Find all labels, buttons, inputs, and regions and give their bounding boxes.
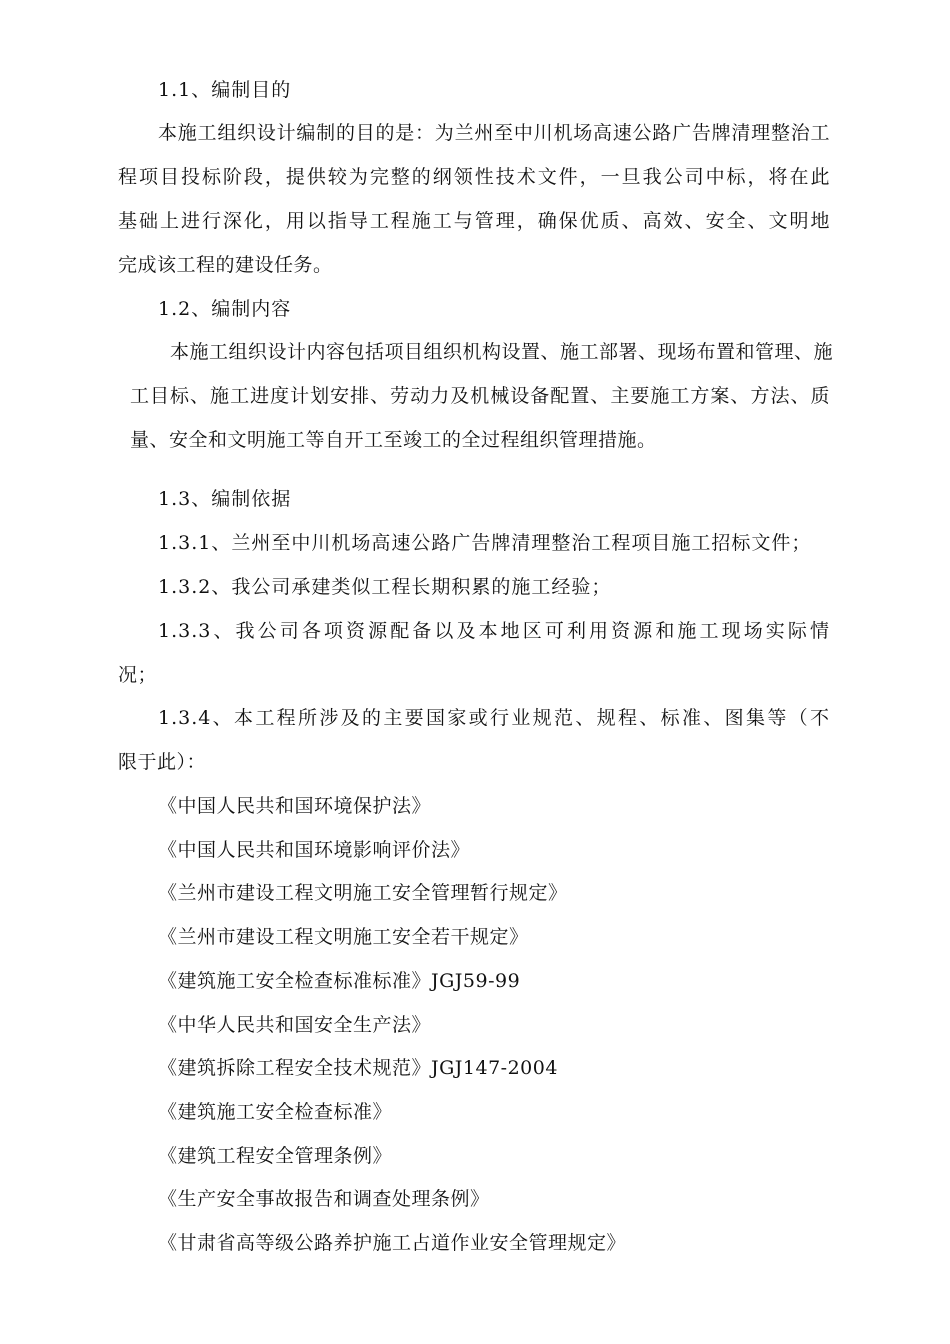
- section-heading-1-1: 1.1、编制目的: [158, 79, 292, 101]
- reference-item: 《兰州市建设工程文明施工安全管理暂行规定》: [158, 882, 568, 904]
- reference-item: 《中国人民共和国环境影响评价法》: [158, 839, 471, 861]
- section-heading-1-2: 1.2、编制内容: [158, 298, 292, 320]
- paragraph-line: 工目标、施工进度计划安排、劳动力及机械设备配置、主要施工方案、方法、质: [130, 385, 830, 407]
- paragraph-line: 基础上进行深化，用以指导工程施工与管理，确保优质、高效、安全、文明地: [118, 210, 830, 232]
- reference-item: 《中国人民共和国环境保护法》: [158, 795, 432, 817]
- reference-item: 《建筑施工安全检查标准标准》JGJ59-99: [158, 970, 521, 992]
- basis-item-continuation: 况；: [118, 664, 158, 686]
- reference-item: 《甘肃省高等级公路养护施工占道作业安全管理规定》: [158, 1232, 627, 1254]
- paragraph-line: 本施工组织设计编制的目的是：为兰州至中川机场高速公路广告牌清理整治工: [158, 122, 830, 144]
- paragraph-line: 量、安全和文明施工等自开工至竣工的全过程组织管理措施。: [130, 429, 657, 451]
- section-heading-1-3: 1.3、编制依据: [158, 488, 292, 510]
- basis-item-continuation: 限于此）：: [118, 751, 207, 773]
- reference-item: 《建筑工程安全管理条例》: [158, 1145, 393, 1167]
- basis-item: 1.3.3、我公司各项资源配备以及本地区可利用资源和施工现场实际情: [158, 620, 830, 642]
- basis-item: 1.3.1、兰州至中川机场高速公路广告牌清理整治工程项目施工招标文件；: [158, 532, 812, 554]
- basis-item: 1.3.2、我公司承建类似工程长期积累的施工经验；: [158, 576, 612, 598]
- basis-item: 1.3.4、本工程所涉及的主要国家或行业规范、规程、标准、图集等（不: [158, 707, 830, 729]
- paragraph-line: 完成该工程的建设任务。: [118, 254, 333, 276]
- reference-item: 《兰州市建设工程文明施工安全若干规定》: [158, 926, 529, 948]
- paragraph-line: 程项目投标阶段，提供较为完整的纲领性技术文件，一旦我公司中标，将在此: [118, 166, 830, 188]
- reference-item: 《建筑拆除工程安全技术规范》JGJ147-2004: [158, 1057, 558, 1079]
- reference-item: 《中华人民共和国安全生产法》: [158, 1014, 432, 1036]
- paragraph-line: 本施工组织设计内容包括项目组织机构设置、施工部署、现场布置和管理、施: [170, 341, 834, 363]
- reference-item: 《建筑施工安全检查标准》: [158, 1101, 393, 1123]
- reference-item: 《生产安全事故报告和调查处理条例》: [158, 1188, 490, 1210]
